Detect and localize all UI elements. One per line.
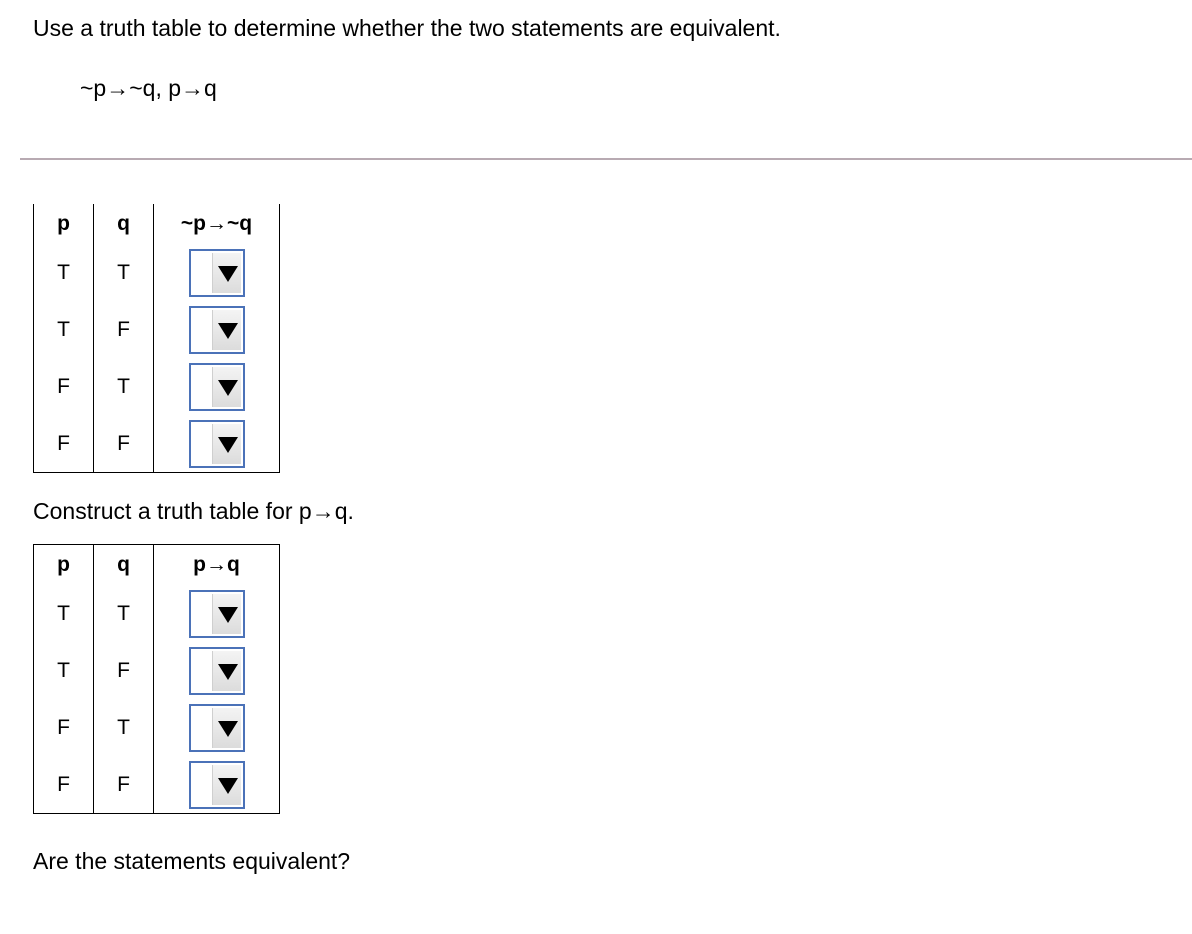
- cell-q: F: [94, 415, 154, 473]
- construct-prompt: Construct a truth table for p→q.: [33, 498, 354, 524]
- dropdown-arrow-icon[interactable]: [212, 253, 241, 293]
- cell-p: F: [34, 358, 94, 415]
- header-p: p: [34, 545, 94, 586]
- cell-q: T: [94, 585, 154, 642]
- truth-table-1: [33, 204, 280, 473]
- table-row: [34, 699, 280, 756]
- cell-q: T: [94, 244, 154, 301]
- table-row: [34, 415, 280, 473]
- answer-cell: [154, 756, 280, 814]
- dropdown-arrow-icon[interactable]: [212, 651, 241, 691]
- answer-dropdown[interactable]: [189, 704, 245, 752]
- dropdown-arrow-icon[interactable]: [212, 367, 241, 407]
- answer-dropdown[interactable]: [189, 249, 245, 297]
- cell-p: T: [34, 244, 94, 301]
- cell-q: T: [94, 699, 154, 756]
- table-header-row: [34, 204, 280, 244]
- answer-cell: [154, 585, 280, 642]
- dropdown-arrow-icon[interactable]: [212, 594, 241, 634]
- cell-q: F: [94, 642, 154, 699]
- table-row: [34, 301, 280, 358]
- answer-cell: [154, 642, 280, 699]
- answer-cell: [154, 301, 280, 358]
- answer-cell: [154, 244, 280, 301]
- answer-cell: [154, 358, 280, 415]
- dropdown-arrow-icon[interactable]: [212, 310, 241, 350]
- answer-dropdown[interactable]: [189, 363, 245, 411]
- table-row: [34, 642, 280, 699]
- dropdown-arrow-icon[interactable]: [212, 765, 241, 805]
- divider: [20, 158, 1192, 160]
- cell-q: T: [94, 358, 154, 415]
- cell-p: F: [34, 415, 94, 473]
- table-row: [34, 244, 280, 301]
- answer-dropdown[interactable]: [189, 306, 245, 354]
- cell-p: T: [34, 585, 94, 642]
- table-row: [34, 756, 280, 814]
- answer-dropdown[interactable]: [189, 761, 245, 809]
- equivalence-prompt: Are the statements equivalent?: [33, 848, 351, 874]
- cell-q: F: [94, 301, 154, 358]
- header-q: q: [94, 545, 154, 586]
- cell-p: F: [34, 756, 94, 814]
- header-statement: p→q: [154, 545, 280, 586]
- cell-q: F: [94, 756, 154, 814]
- dropdown-arrow-icon[interactable]: [212, 424, 241, 464]
- statements-text: ~p→~q, p→q: [80, 75, 217, 101]
- answer-cell: [154, 699, 280, 756]
- answer-dropdown[interactable]: [189, 590, 245, 638]
- header-statement: ~p→~q: [154, 204, 280, 244]
- table-row: [34, 585, 280, 642]
- table-row: [34, 358, 280, 415]
- truth-table-2: [33, 544, 280, 814]
- answer-dropdown[interactable]: [189, 420, 245, 468]
- header-q: q: [94, 204, 154, 244]
- table-header-row: [34, 545, 280, 586]
- cell-p: T: [34, 301, 94, 358]
- cell-p: T: [34, 642, 94, 699]
- header-p: p: [34, 204, 94, 244]
- cell-p: F: [34, 699, 94, 756]
- dropdown-arrow-icon[interactable]: [212, 708, 241, 748]
- answer-dropdown[interactable]: [189, 647, 245, 695]
- answer-cell: [154, 415, 280, 473]
- question-text: Use a truth table to determine whether the two statements are equivalent.: [33, 15, 781, 41]
